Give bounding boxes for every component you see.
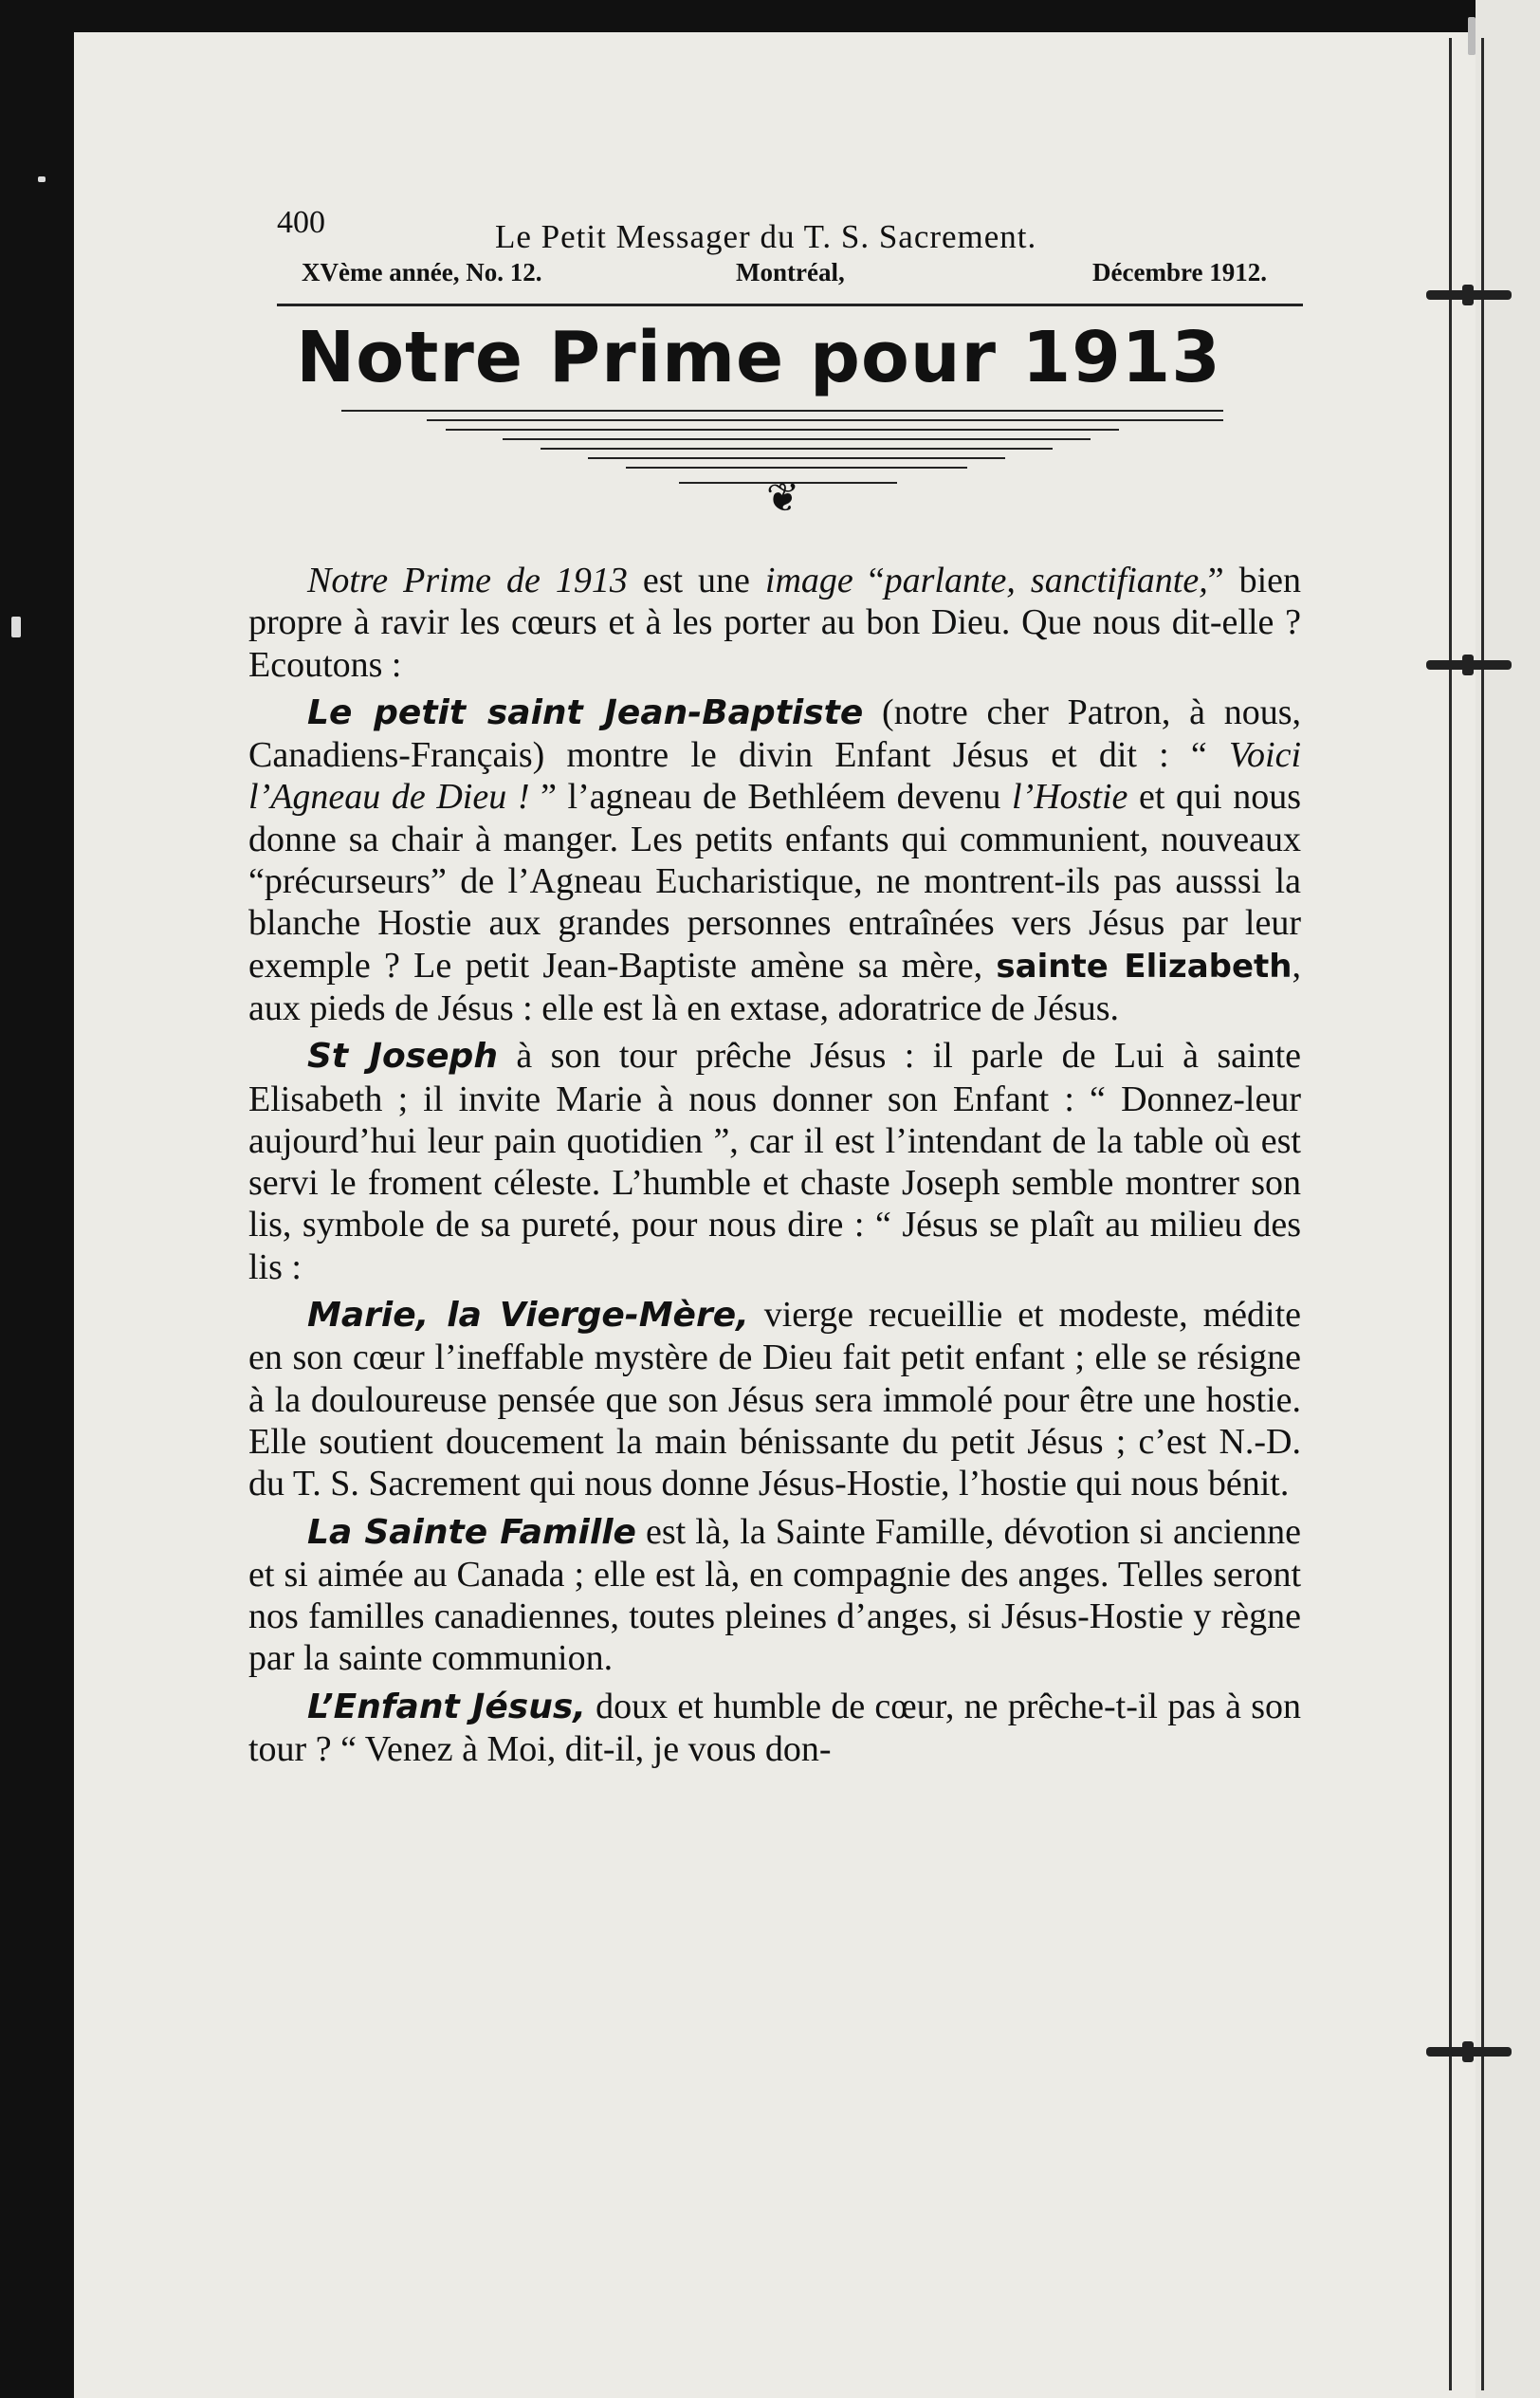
page-number: 400: [277, 205, 325, 240]
volume-number: XVème année, No. 12.: [302, 258, 542, 286]
paragraph-lead: Le petit saint Jean-Baptiste: [307, 692, 864, 732]
scan-speck: [38, 176, 46, 182]
binding-edge-outer: [1481, 38, 1484, 2390]
paragraph-prime: Notre Prime de 1913 est une image “parlante, sanctifiante,” bien propre à ravir les cœurs et à les porter au bon Dieu. Que nous dit-elle ? Ecoutons :: [248, 561, 1301, 685]
scan-speck: [11, 617, 21, 637]
scan-speck: [1468, 17, 1476, 55]
paragraph-enfant-jesus: L’Enfant Jésus, doux et humble de cœur, ne prêche-t-il pas à son tour ? “ Venez à Moi, dit-il, je vous don-: [248, 1686, 1302, 1770]
paragraph-jean-baptiste: Le petit saint Jean-Baptiste (notre cher Patron, à nous, Canadiens-Français) montre le divin Enfant Jésus et dit : “ Voici l’Agneau de Dieu ! ” l’agneau de Bethléem devenu l’Hostie et qui nous donne sa chair à manger. Les petits enfants qui communient, nouveaux “précurseurs” de l’Agneau Eucharistique, ne montrent-ils pas ausssi la blanche Hostie aux grandes personnes entraînées vers Jésus par leur exemple ? Le petit Jean-Baptiste amène sa mère, sainte Elizabeth, aux pieds de Jésus : elle est là en extase, adoratrice de Jésus.: [248, 692, 1301, 1028]
paragraph-joseph: St Joseph à son tour prêche Jésus : il parle de Lui à sainte Elisabeth ; il invite Marie à nous donner son Enfant : “ Donnez-leur aujourd’hui leur pain quotidien ”, car il est l’intendant de la table où est servi le froment céleste. L’humble et chaste Joseph semble montrer son lis, symbole de sa pureté, pour nous dire : “ Jésus se plaît au milieu des lis :: [248, 1036, 1301, 1287]
issue-date: Décembre 1912.: [1092, 258, 1267, 286]
publication-city: Montréal,: [736, 258, 845, 286]
binding-edge: [1449, 38, 1452, 2390]
paragraph-lead: St Joseph: [307, 1037, 498, 1077]
adjacent-page-edge: [1476, 0, 1540, 2398]
fleuron-icon: ❦: [766, 474, 800, 521]
paragraph-lead: Notre Prime de 1913: [307, 561, 628, 600]
binding-clip: [1426, 290, 1512, 300]
header-rule: [277, 304, 1303, 306]
article-title: Notre Prime pour 1913: [296, 317, 1221, 398]
paragraph-sainte-famille: La Sainte Famille est là, la Sainte Famille, dévotion si ancienne et si aimée au Canada ; elle est là, en compagnie des anges. Telles seront nos familles canadiennes, toutes pleines d’anges, si Jésus-Hostie y règne par la sainte communion.: [248, 1511, 1301, 1679]
paragraph-lead: L’Enfant Jésus,: [307, 1687, 586, 1726]
journal-title: Le Petit Messager du T. S. Sacrement.: [495, 218, 1037, 255]
article-body: [248, 560, 1301, 1770]
binding-clip: [1426, 2047, 1512, 2057]
paragraph-lead: La Sainte Famille: [307, 1512, 636, 1552]
paragraph-lead: Marie, la Vierge-Mère,: [307, 1296, 749, 1336]
paragraph-marie: Marie, la Vierge-Mère, vierge recueillie et modeste, médite en son cœur l’ineffable mystère de Dieu fait petit enfant ; elle se résigne à la douloureuse pensée que son Jésus sera immolé pour être une hostie. Elle soutient doucement la main bénissante du petit Jésus ; c’est N.-D. du T. S. Sacrement qui nous donne Jésus-Hostie, l’hostie qui nous bénit.: [248, 1295, 1302, 1504]
binding-clip: [1426, 660, 1512, 670]
